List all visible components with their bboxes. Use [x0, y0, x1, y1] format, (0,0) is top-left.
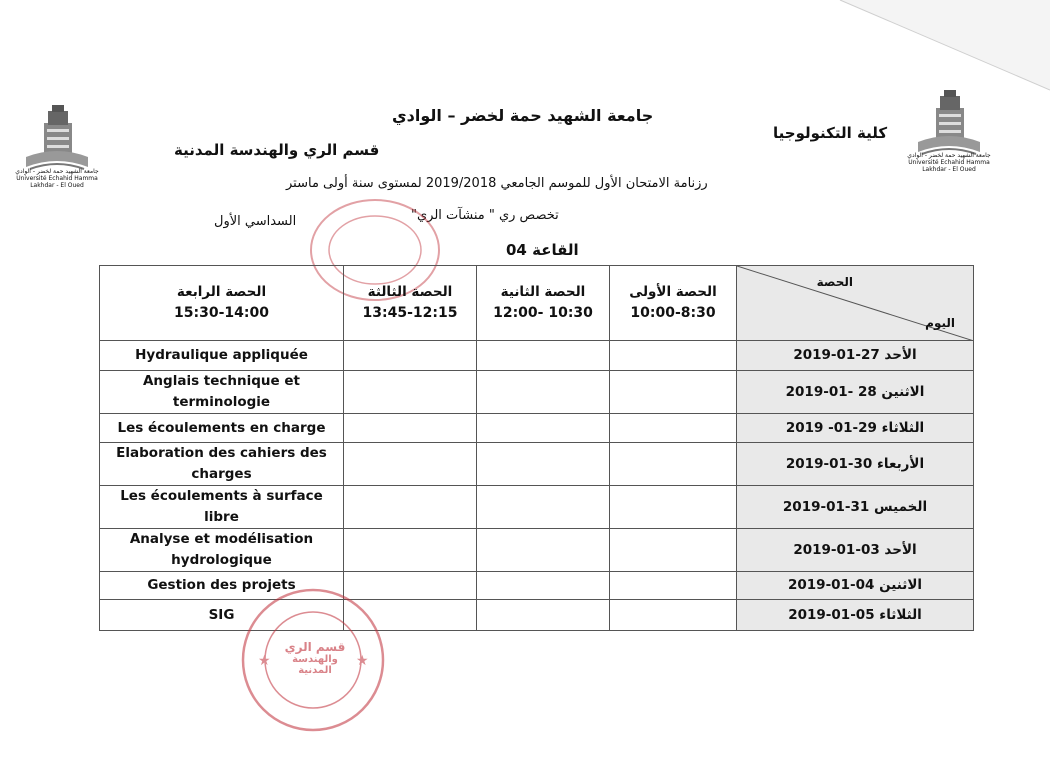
table-row — [100, 414, 974, 443]
calendar-title: رزنامة الامتحان الأول للموسم الجامعي 2019/2018 لمستوى سنة أولى ماستر — [286, 176, 708, 191]
svg-text:★: ★ — [258, 653, 271, 669]
empty-cell — [477, 414, 610, 443]
slot-4-name: الحصة الرابعة — [176, 284, 267, 300]
university-name: جامعة الشهيد حمة لخضر – الوادي — [392, 106, 654, 125]
logo-caption-left — [12, 168, 102, 189]
empty-cell — [610, 600, 737, 631]
slot-1-name: الحصة الأولى — [629, 284, 717, 300]
empty-cell — [610, 414, 737, 443]
table-row — [100, 341, 974, 371]
stamp-line-2: والهندسة المدنية — [292, 654, 338, 676]
empty-cell — [477, 529, 610, 572]
empty-cell — [610, 443, 737, 486]
table-header-row — [100, 266, 974, 341]
slot-3-name: الحصة الثالثة — [367, 284, 453, 300]
day-cell: الأحد 27-01-2019 — [737, 341, 974, 371]
empty-cell — [610, 572, 737, 600]
faculty-name: كلية التكنولوجيا — [773, 124, 888, 142]
corner-day-label: اليوم — [925, 316, 955, 330]
slot-2-time: 12:00- 10:30 — [493, 305, 593, 321]
day-cell: الثلاثاء 29-01- 2019 — [737, 414, 974, 443]
day-cell: الأربعاء 30-01-2019 — [737, 443, 974, 486]
exam-cell: Elaboration des cahiers des charges — [100, 443, 344, 486]
stamp-text — [280, 640, 350, 676]
exam-cell: Gestion des projets — [100, 572, 344, 600]
slot-2-header — [477, 266, 610, 341]
exam-schedule-table — [99, 265, 974, 631]
exam-cell: Les écoulements en charge — [100, 414, 344, 443]
exam-cell: Analyse et modélisation hydrologique — [100, 529, 344, 572]
corner-header-cell — [737, 266, 974, 341]
slot-3-time: 13:45-12:15 — [362, 305, 458, 321]
empty-cell — [610, 486, 737, 529]
empty-cell — [344, 529, 477, 572]
day-cell: الخميس 31-01-2019 — [737, 486, 974, 529]
empty-cell — [610, 529, 737, 572]
svg-text:★: ★ — [356, 653, 369, 669]
day-cell: الاثنين 28 -01-2019 — [737, 371, 974, 414]
empty-cell — [344, 371, 477, 414]
stamp-line-1: قسم الري — [284, 640, 346, 654]
semester: السداسي الأول — [214, 214, 297, 229]
empty-cell — [344, 486, 477, 529]
slot-3-header — [344, 266, 477, 341]
table-row — [100, 529, 974, 572]
day-cell: الأحد 03-01-2019 — [737, 529, 974, 572]
logo-caption-lat: Université Echahid Hamma Lakhdar - El Oued — [908, 159, 990, 173]
exam-cell: Hydraulique appliquée — [100, 341, 344, 371]
slot-4-time: 15:30-14:00 — [174, 305, 269, 321]
logo-caption-ar: جامعة الشهيد حمة لخضر - الوادي — [15, 168, 99, 175]
table-row — [100, 600, 974, 631]
empty-cell — [477, 443, 610, 486]
logo-caption-right — [904, 152, 994, 173]
empty-cell — [344, 414, 477, 443]
exam-cell: Les écoulements à surface libre — [100, 486, 344, 529]
slot-1-time: 10:00-8:30 — [630, 305, 716, 321]
empty-cell — [610, 371, 737, 414]
empty-cell — [610, 341, 737, 371]
corner-slot-label: الحصة — [816, 275, 853, 289]
empty-cell — [477, 572, 610, 600]
exam-cell: SIG — [100, 600, 344, 631]
room-label: القاعة 04 — [506, 241, 579, 259]
slot-2-name: الحصة الثانية — [500, 284, 586, 300]
table-row — [100, 486, 974, 529]
logo-caption-lat: Université Echahid Hamma Lakhdar - El Oued — [16, 175, 98, 189]
specialty: تخصص ري " منشآت الري" — [411, 208, 559, 223]
exam-cell: Anglais technique et terminologie — [100, 371, 344, 414]
slot-1-header — [610, 266, 737, 341]
day-cell: الاثنين 04-01-2019 — [737, 572, 974, 600]
slot-4-header — [100, 266, 344, 341]
empty-cell — [477, 486, 610, 529]
empty-cell — [477, 371, 610, 414]
table-row — [100, 443, 974, 486]
department-name: قسم الري والهندسة المدنية — [174, 141, 380, 159]
empty-cell — [344, 341, 477, 371]
empty-cell — [344, 443, 477, 486]
logo-caption-ar: جامعة الشهيد حمة لخضر - الوادي — [907, 152, 991, 159]
empty-cell — [477, 600, 610, 631]
empty-cell — [477, 341, 610, 371]
table-row — [100, 371, 974, 414]
table-row — [100, 572, 974, 600]
day-cell: الثلاثاء 05-01-2019 — [737, 600, 974, 631]
empty-cell — [344, 572, 477, 600]
